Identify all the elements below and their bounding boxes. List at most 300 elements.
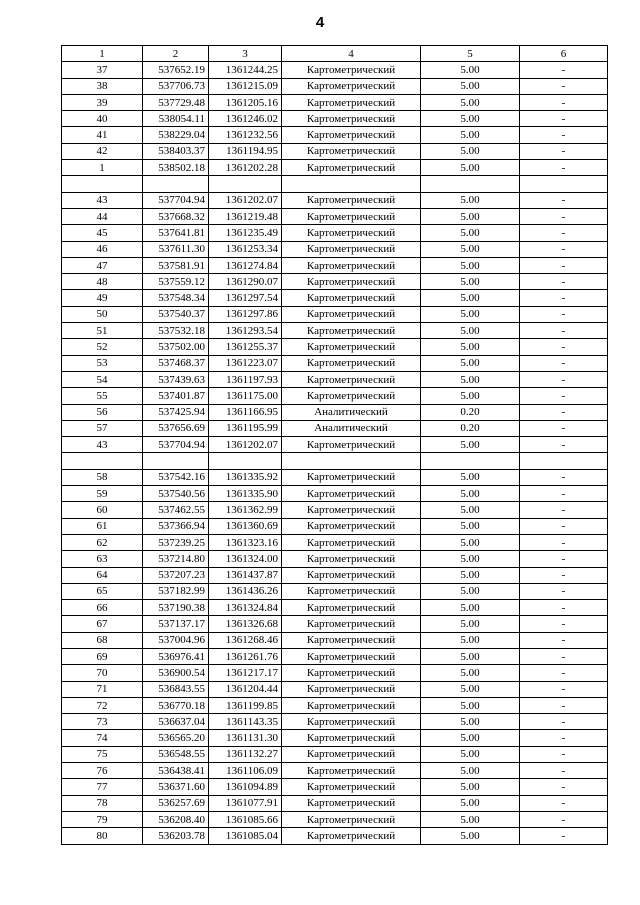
y-coordinate-cell: 1361335.92	[209, 469, 282, 485]
accuracy-cell: 5.00	[421, 339, 520, 355]
table-row	[62, 257, 608, 273]
point-number-cell: 57	[62, 420, 143, 436]
x-coordinate-cell: 538229.04	[143, 127, 209, 143]
y-coordinate-cell: 1361106.09	[209, 763, 282, 779]
x-coordinate-cell: 536770.18	[143, 697, 209, 713]
x-coordinate-cell: 537542.16	[143, 469, 209, 485]
y-coordinate-cell: 1361253.34	[209, 241, 282, 257]
point-number-cell: 54	[62, 371, 143, 387]
x-coordinate-cell: 537462.55	[143, 502, 209, 518]
point-number-cell: 40	[62, 111, 143, 127]
point-number-cell: 70	[62, 665, 143, 681]
note-cell: -	[520, 437, 608, 453]
table-row	[62, 192, 608, 208]
note-cell: -	[520, 290, 608, 306]
point-number-cell: 66	[62, 600, 143, 616]
y-coordinate-cell: 1361204.44	[209, 681, 282, 697]
accuracy-cell: 5.00	[421, 388, 520, 404]
accuracy-cell: 5.00	[421, 192, 520, 208]
table-row	[62, 127, 608, 143]
point-number-cell: 38	[62, 78, 143, 94]
point-number-cell: 67	[62, 616, 143, 632]
accuracy-cell: 5.00	[421, 681, 520, 697]
x-coordinate-cell: 537190.38	[143, 600, 209, 616]
note-cell: -	[520, 388, 608, 404]
note-cell: -	[520, 811, 608, 827]
x-coordinate-cell: 537401.87	[143, 388, 209, 404]
y-coordinate-cell: 1361326.68	[209, 616, 282, 632]
accuracy-cell: 5.00	[421, 665, 520, 681]
accuracy-cell: 5.00	[421, 502, 520, 518]
x-coordinate-cell: 537214.80	[143, 551, 209, 567]
method-cell: Картометрический	[282, 469, 421, 485]
point-number-cell: 1	[62, 160, 143, 176]
note-cell: -	[520, 404, 608, 420]
method-cell: Картометрический	[282, 534, 421, 550]
table-row	[62, 600, 608, 616]
x-coordinate-cell: 537559.12	[143, 274, 209, 290]
table-row	[62, 779, 608, 795]
column-header: 2	[143, 46, 209, 62]
y-coordinate-cell: 1361362.99	[209, 502, 282, 518]
accuracy-cell: 5.00	[421, 274, 520, 290]
table-row	[62, 518, 608, 534]
y-coordinate-cell: 1361143.35	[209, 714, 282, 730]
point-number-cell: 43	[62, 437, 143, 453]
y-coordinate-cell: 1361244.25	[209, 62, 282, 78]
x-coordinate-cell	[143, 453, 209, 469]
method-cell: Картометрический	[282, 290, 421, 306]
table-row	[62, 339, 608, 355]
accuracy-cell: 5.00	[421, 648, 520, 664]
point-number-cell: 62	[62, 534, 143, 550]
y-coordinate-cell: 1361077.91	[209, 795, 282, 811]
point-number-cell: 37	[62, 62, 143, 78]
note-cell: -	[520, 746, 608, 762]
method-cell: Картометрический	[282, 111, 421, 127]
note-cell: -	[520, 62, 608, 78]
method-cell	[282, 453, 421, 469]
y-coordinate-cell: 1361290.07	[209, 274, 282, 290]
x-coordinate-cell: 537239.25	[143, 534, 209, 550]
accuracy-cell: 5.00	[421, 323, 520, 339]
point-number-cell: 52	[62, 339, 143, 355]
table-row	[62, 534, 608, 550]
accuracy-cell: 5.00	[421, 290, 520, 306]
table-row	[62, 746, 608, 762]
table-row	[62, 730, 608, 746]
note-cell: -	[520, 420, 608, 436]
accuracy-cell: 5.00	[421, 160, 520, 176]
x-coordinate-cell: 537502.00	[143, 339, 209, 355]
x-coordinate-cell	[143, 176, 209, 192]
table-row	[62, 143, 608, 159]
point-number-cell	[62, 176, 143, 192]
note-cell: -	[520, 469, 608, 485]
method-cell: Картометрический	[282, 486, 421, 502]
method-cell: Картометрический	[282, 192, 421, 208]
y-coordinate-cell: 1361335.90	[209, 486, 282, 502]
accuracy-cell: 5.00	[421, 551, 520, 567]
y-coordinate-cell: 1361199.85	[209, 697, 282, 713]
method-cell: Картометрический	[282, 241, 421, 257]
x-coordinate-cell: 538502.18	[143, 160, 209, 176]
x-coordinate-cell: 536565.20	[143, 730, 209, 746]
y-coordinate-cell: 1361360.69	[209, 518, 282, 534]
point-number-cell: 73	[62, 714, 143, 730]
accuracy-cell: 5.00	[421, 437, 520, 453]
x-coordinate-cell: 537656.69	[143, 420, 209, 436]
x-coordinate-cell: 537641.81	[143, 225, 209, 241]
note-cell: -	[520, 502, 608, 518]
table-row	[62, 176, 608, 192]
note-cell: -	[520, 274, 608, 290]
point-number-cell: 68	[62, 632, 143, 648]
method-cell: Аналитический	[282, 404, 421, 420]
x-coordinate-cell: 536548.55	[143, 746, 209, 762]
method-cell: Картометрический	[282, 648, 421, 664]
y-coordinate-cell: 1361175.00	[209, 388, 282, 404]
accuracy-cell: 0.20	[421, 420, 520, 436]
table-row	[62, 274, 608, 290]
note-cell: -	[520, 241, 608, 257]
y-coordinate-cell: 1361217.17	[209, 665, 282, 681]
x-coordinate-cell: 537729.48	[143, 94, 209, 110]
x-coordinate-cell: 537540.37	[143, 306, 209, 322]
accuracy-cell: 5.00	[421, 697, 520, 713]
accuracy-cell: 5.00	[421, 355, 520, 371]
note-cell: -	[520, 518, 608, 534]
x-coordinate-cell: 536257.69	[143, 795, 209, 811]
note-cell: -	[520, 600, 608, 616]
y-coordinate-cell	[209, 176, 282, 192]
accuracy-cell: 5.00	[421, 257, 520, 273]
point-number-cell: 72	[62, 697, 143, 713]
table-row	[62, 323, 608, 339]
point-number-cell: 56	[62, 404, 143, 420]
method-cell: Картометрический	[282, 62, 421, 78]
note-cell: -	[520, 551, 608, 567]
table-row	[62, 763, 608, 779]
x-coordinate-cell: 537004.96	[143, 632, 209, 648]
y-coordinate-cell: 1361215.09	[209, 78, 282, 94]
method-cell: Картометрический	[282, 600, 421, 616]
note-cell: -	[520, 160, 608, 176]
y-coordinate-cell: 1361131.30	[209, 730, 282, 746]
method-cell: Картометрический	[282, 306, 421, 322]
accuracy-cell: 5.00	[421, 306, 520, 322]
note-cell: -	[520, 371, 608, 387]
point-number-cell: 78	[62, 795, 143, 811]
note-cell: -	[520, 306, 608, 322]
note-cell: -	[520, 486, 608, 502]
note-cell: -	[520, 567, 608, 583]
accuracy-cell: 5.00	[421, 127, 520, 143]
accuracy-cell: 5.00	[421, 486, 520, 502]
point-number-cell: 77	[62, 779, 143, 795]
x-coordinate-cell: 536371.60	[143, 779, 209, 795]
x-coordinate-cell: 537581.91	[143, 257, 209, 273]
note-cell: -	[520, 632, 608, 648]
point-number-cell: 42	[62, 143, 143, 159]
method-cell: Картометрический	[282, 616, 421, 632]
y-coordinate-cell: 1361166.95	[209, 404, 282, 420]
table-row	[62, 469, 608, 485]
table-row	[62, 697, 608, 713]
y-coordinate-cell: 1361323.16	[209, 534, 282, 550]
x-coordinate-cell: 538403.37	[143, 143, 209, 159]
method-cell: Картометрический	[282, 339, 421, 355]
point-number-cell: 60	[62, 502, 143, 518]
note-cell: -	[520, 714, 608, 730]
y-coordinate-cell: 1361132.27	[209, 746, 282, 762]
method-cell: Картометрический	[282, 714, 421, 730]
table-row	[62, 306, 608, 322]
accuracy-cell: 5.00	[421, 225, 520, 241]
method-cell: Картометрический	[282, 388, 421, 404]
x-coordinate-cell: 537668.32	[143, 208, 209, 224]
accuracy-cell: 5.00	[421, 518, 520, 534]
x-coordinate-cell: 537468.37	[143, 355, 209, 371]
accuracy-cell: 5.00	[421, 714, 520, 730]
method-cell: Картометрический	[282, 78, 421, 94]
table-row	[62, 551, 608, 567]
table-row	[62, 486, 608, 502]
accuracy-cell: 5.00	[421, 763, 520, 779]
method-cell	[282, 176, 421, 192]
y-coordinate-cell: 1361202.07	[209, 192, 282, 208]
y-coordinate-cell: 1361202.07	[209, 437, 282, 453]
x-coordinate-cell: 537540.56	[143, 486, 209, 502]
x-coordinate-cell: 537439.63	[143, 371, 209, 387]
note-cell: -	[520, 534, 608, 550]
x-coordinate-cell: 537137.17	[143, 616, 209, 632]
y-coordinate-cell: 1361261.76	[209, 648, 282, 664]
method-cell: Картометрический	[282, 551, 421, 567]
accuracy-cell: 5.00	[421, 779, 520, 795]
method-cell: Картометрический	[282, 632, 421, 648]
table-row	[62, 62, 608, 78]
x-coordinate-cell: 536976.41	[143, 648, 209, 664]
table-row	[62, 567, 608, 583]
x-coordinate-cell: 537704.94	[143, 437, 209, 453]
method-cell: Картометрический	[282, 323, 421, 339]
method-cell: Картометрический	[282, 665, 421, 681]
accuracy-cell: 5.00	[421, 583, 520, 599]
point-number-cell: 46	[62, 241, 143, 257]
accuracy-cell: 5.00	[421, 469, 520, 485]
x-coordinate-cell: 537706.73	[143, 78, 209, 94]
accuracy-cell: 5.00	[421, 94, 520, 110]
y-coordinate-cell: 1361324.84	[209, 600, 282, 616]
y-coordinate-cell: 1361235.49	[209, 225, 282, 241]
note-cell: -	[520, 665, 608, 681]
point-number-cell	[62, 453, 143, 469]
note-cell	[520, 176, 608, 192]
y-coordinate-cell: 1361436.26	[209, 583, 282, 599]
point-number-cell: 44	[62, 208, 143, 224]
method-cell: Картометрический	[282, 371, 421, 387]
accuracy-cell: 5.00	[421, 746, 520, 762]
point-number-cell: 63	[62, 551, 143, 567]
point-number-cell: 47	[62, 257, 143, 273]
x-coordinate-cell: 538054.11	[143, 111, 209, 127]
table-row	[62, 78, 608, 94]
note-cell: -	[520, 681, 608, 697]
point-number-cell: 65	[62, 583, 143, 599]
point-number-cell: 50	[62, 306, 143, 322]
method-cell: Картометрический	[282, 274, 421, 290]
note-cell: -	[520, 78, 608, 94]
table-row	[62, 648, 608, 664]
column-header: 4	[282, 46, 421, 62]
coordinates-table	[61, 45, 608, 845]
x-coordinate-cell: 537182.99	[143, 583, 209, 599]
table-row	[62, 811, 608, 827]
y-coordinate-cell: 1361223.07	[209, 355, 282, 371]
table-row	[62, 404, 608, 420]
point-number-cell: 64	[62, 567, 143, 583]
point-number-cell: 80	[62, 828, 143, 844]
note-cell: -	[520, 779, 608, 795]
point-number-cell: 53	[62, 355, 143, 371]
method-cell: Картометрический	[282, 697, 421, 713]
table-row	[62, 241, 608, 257]
x-coordinate-cell: 537366.94	[143, 518, 209, 534]
method-cell: Картометрический	[282, 127, 421, 143]
page-number: 4	[315, 14, 325, 31]
table-body	[62, 62, 608, 844]
accuracy-cell: 5.00	[421, 143, 520, 159]
method-cell: Картометрический	[282, 583, 421, 599]
x-coordinate-cell: 536900.54	[143, 665, 209, 681]
point-number-cell: 43	[62, 192, 143, 208]
x-coordinate-cell: 536208.40	[143, 811, 209, 827]
table-row	[62, 94, 608, 110]
accuracy-cell: 5.00	[421, 208, 520, 224]
accuracy-cell: 0.20	[421, 404, 520, 420]
x-coordinate-cell: 537207.23	[143, 567, 209, 583]
y-coordinate-cell: 1361255.37	[209, 339, 282, 355]
table-row	[62, 420, 608, 436]
accuracy-cell: 5.00	[421, 730, 520, 746]
column-header: 3	[209, 46, 282, 62]
x-coordinate-cell: 536637.04	[143, 714, 209, 730]
table-row	[62, 208, 608, 224]
y-coordinate-cell: 1361197.93	[209, 371, 282, 387]
point-number-cell: 61	[62, 518, 143, 534]
method-cell: Картометрический	[282, 730, 421, 746]
table-row	[62, 160, 608, 176]
y-coordinate-cell: 1361205.16	[209, 94, 282, 110]
method-cell: Картометрический	[282, 257, 421, 273]
table-row	[62, 290, 608, 306]
table-row	[62, 355, 608, 371]
accuracy-cell: 5.00	[421, 616, 520, 632]
note-cell: -	[520, 111, 608, 127]
x-coordinate-cell: 537611.30	[143, 241, 209, 257]
method-cell: Картометрический	[282, 518, 421, 534]
accuracy-cell: 5.00	[421, 567, 520, 583]
x-coordinate-cell: 537425.94	[143, 404, 209, 420]
accuracy-cell: 5.00	[421, 371, 520, 387]
x-coordinate-cell: 536438.41	[143, 763, 209, 779]
note-cell: -	[520, 763, 608, 779]
y-coordinate-cell: 1361219.48	[209, 208, 282, 224]
point-number-cell: 51	[62, 323, 143, 339]
y-coordinate-cell	[209, 453, 282, 469]
method-cell: Картометрический	[282, 225, 421, 241]
x-coordinate-cell: 536203.78	[143, 828, 209, 844]
y-coordinate-cell: 1361297.86	[209, 306, 282, 322]
x-coordinate-cell: 537532.18	[143, 323, 209, 339]
table-row	[62, 388, 608, 404]
point-number-cell: 58	[62, 469, 143, 485]
table-row	[62, 795, 608, 811]
note-cell: -	[520, 192, 608, 208]
point-number-cell: 41	[62, 127, 143, 143]
column-header: 1	[62, 46, 143, 62]
point-number-cell: 74	[62, 730, 143, 746]
y-coordinate-cell: 1361232.56	[209, 127, 282, 143]
note-cell: -	[520, 143, 608, 159]
x-coordinate-cell: 537704.94	[143, 192, 209, 208]
method-cell: Картометрический	[282, 502, 421, 518]
y-coordinate-cell: 1361293.54	[209, 323, 282, 339]
accuracy-cell: 5.00	[421, 241, 520, 257]
note-cell: -	[520, 730, 608, 746]
note-cell: -	[520, 225, 608, 241]
point-number-cell: 79	[62, 811, 143, 827]
note-cell: -	[520, 616, 608, 632]
note-cell: -	[520, 127, 608, 143]
method-cell: Картометрический	[282, 795, 421, 811]
y-coordinate-cell: 1361085.66	[209, 811, 282, 827]
y-coordinate-cell: 1361268.46	[209, 632, 282, 648]
table-row	[62, 437, 608, 453]
y-coordinate-cell: 1361202.28	[209, 160, 282, 176]
method-cell: Картометрический	[282, 208, 421, 224]
method-cell: Картометрический	[282, 681, 421, 697]
y-coordinate-cell: 1361437.87	[209, 567, 282, 583]
method-cell: Картометрический	[282, 779, 421, 795]
table-row	[62, 453, 608, 469]
note-cell: -	[520, 257, 608, 273]
table-row	[62, 502, 608, 518]
method-cell: Картометрический	[282, 94, 421, 110]
point-number-cell: 55	[62, 388, 143, 404]
accuracy-cell: 5.00	[421, 62, 520, 78]
x-coordinate-cell: 537548.34	[143, 290, 209, 306]
method-cell: Картометрический	[282, 355, 421, 371]
accuracy-cell: 5.00	[421, 78, 520, 94]
point-number-cell: 39	[62, 94, 143, 110]
point-number-cell: 49	[62, 290, 143, 306]
accuracy-cell: 5.00	[421, 534, 520, 550]
table-row	[62, 583, 608, 599]
y-coordinate-cell: 1361085.04	[209, 828, 282, 844]
column-header: 6	[520, 46, 608, 62]
point-number-cell: 71	[62, 681, 143, 697]
table-row	[62, 665, 608, 681]
table-row	[62, 371, 608, 387]
accuracy-cell: 5.00	[421, 811, 520, 827]
point-number-cell: 45	[62, 225, 143, 241]
y-coordinate-cell: 1361274.84	[209, 257, 282, 273]
accuracy-cell: 5.00	[421, 600, 520, 616]
point-number-cell: 69	[62, 648, 143, 664]
table-row	[62, 111, 608, 127]
